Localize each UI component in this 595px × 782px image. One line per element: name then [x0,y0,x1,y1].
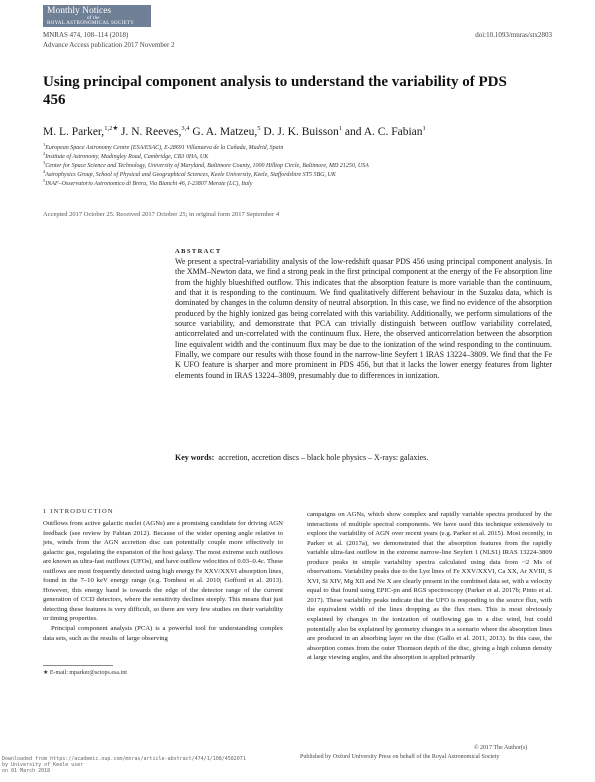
paragraph: campaigns on AGNs, which show complex and rapidly variable spectra produced by the interactions of multiple spectral components. We have used this technique extensively to explore the variability of AGN over recent years (e.g. Parker et al. 2015). Most recently, in Parker et al. (2017a), we demonstrated that the absorption features from the rapidly variable ultra-fast outflow in the extreme narrow-line Seyfert 1 (NLS1) IRAS 13224-3809 produce peaks in simple variability spectra calculated using data from ~2 Ms of observations. Variability peaks due to the Lyα lines of Fe XXV/XXVI, Ca XX, Ar XVIII, S XVI, Si XIV, Mg XII and Ne X are clearly present in the combined data set, with a velocity equal to that found using EPIC-pn and RGS spectroscopy (Parker et al. 2017b; Pinto et al. 2017). These variability peaks indicate that the UFO is responding to the source flux, with the equivalent width of the lines dropping as the flux rises. This is most obviously explained by changes in the ionization of outflowing gas in a disc wind, but could potentially also be explained by geometry changes in a scenario where the absorption lines are produced in an absorbing layer on the disc (Gallo et al. 2011, 2013). In this case, the absorption comes from the outer Thomson depth of the disc, giving a high column density at large viewing angles, and the absorption is applied primarily [307,511,552,662]
keywords-label: Key words: [175,453,215,462]
advance-access: Advance Access publication 2017 November 2 [43,41,175,49]
paragraph: Principal component analysis (PCA) is a powerful tool for understanding complex data sets, such as the results of large observing [43,625,283,642]
section-heading: 1 INTRODUCTION [43,508,114,515]
keywords [175,453,552,463]
download-line: by University of Keele user [2,762,84,768]
keywords-text: accretion, accretion discs – black hole physics – X-rays: galaxies. [218,453,429,462]
body-column-right [307,510,552,663]
author-list [43,122,563,139]
affiliation: $^2$Institute of Astronomy, Madingley Road, Cambridge, CB3 0HA, UK [43,151,209,160]
paper-title: Using principal component analysis to understand the variability of PDS 456 [43,74,507,108]
author: D. J. K. Buisson$^1$ [263,125,343,138]
body-column-left [43,519,283,643]
logo-line-3: ROYAL ASTRONOMICAL SOCIETY [47,21,135,26]
download-notice [2,756,246,774]
accepted-dates: Accepted 2017 October 25. Received 2017 October 25; in original form 2017 September 4 [43,211,280,218]
affiliation: $^4$Astrophysics Group, School of Physical and Geographical Sciences, Keele University, Keele, Staffordshire ST5 5BG, UK [43,169,336,178]
footnote-rule [43,665,113,666]
download-line: Downloaded from https://academic.oup.com/mnras/article-abstract/474/1/108/4582071 [2,756,246,762]
abstract-text: We present a spectral-variability analysis of the low-redshift quasar PDS 456 using principal component analysis. In the XMM–Newton data, we find a strong peak in the first principal component at the energy of the Fe absorption line from the highly blueshifted outflow. This indicates that the absorption feature is more variable than the continuum, and that it is responding to the continuum. We find qualitatively different behaviour in the Suzaku data, which is dominated by changes in the column density of neutral absorption. In this case, we find no evidence of the absorption produced by the highly ionized gas being correlated with this variability. Additionally, we perform simulations of the source variability, and demonstrate that PCA can trivially distinguish between outflow variability correlated, anticorrelated and un-correlated with the continuum flux. Here, the observed anticorrelation between the absorption line equivalent width and the continuum flux may be due to the ionization of the wind responding to the continuum. Finally, we compare our results with those found in the narrow-line Seyfert 1 IRAS 13224–3809. We find that the Fe K UFO feature is sharper and more prominent in PDS 456, but that it lacks the lower energy features from lighter elements found in IRAS 13224–3809, presumably due to differences in ionization. [175,257,552,380]
logo-line-2: of the [87,16,100,21]
publisher-line: Published by Oxford University Press on behalf of the Royal Astronomical Society [300,754,500,760]
author: G. A. Matzeu,$^5$ [192,125,261,138]
abstract-heading: ABSTRACT [175,248,222,255]
author: J. N. Reeves,$^{3,4}$ [121,125,190,138]
author: and A. C. Fabian$^1$ [344,125,426,138]
copyright: © 2017 The Author(s) [474,745,528,751]
affiliation: $^3$Center for Space Science and Technology, University of Maryland, Baltimore County, 1000 Hilltop Circle, Baltimore, MD 21250, USA [43,160,369,169]
affiliation: $^5$INAF–Osservatorio Astronomico di Brera, Via Bianchi 46, I-23807 Merate (LC), Italy [43,178,253,187]
paragraph: Outflows from active galactic nuclei (AGNs) are a promising candidate for driving AGN feedback (see review by Fabian 2012). Because of the wider opening angle relative to jets, winds from the AGN accretion disc can potentially couple more effectively to galactic gas, regulating the expansion of the host galaxy. The most extreme such outflows are known as ultra-fast outflows (UFOs), and have outflow velocities of 0.03–0.4c. These outflows are most frequently detected using high energy Fe XXV/XXVI absorption lines, found in the 7–10 keV energy range (e.g. Tombesi et al. 2010; Gofford et al. 2013). However, this energy band is towards the edge of the detector range of the current generation of CCD detectors, where the sensitivity declines steeply. This means that just detecting these features is very difficult, so there are very few studies on their variability or timing properties. [43,520,283,623]
author: M. L. Parker,$^{1,2★}$ [43,125,119,138]
logo-line-1: Monthly Notices [47,6,112,16]
journal-logo [43,5,151,27]
doi[interactable]: doi:10.1093/mnras/stx2803 [475,31,552,39]
footnote-email: ★ E-mail: mparker@sciops.esa.int [43,670,127,676]
affiliation: $^1$European Space Astronomy Centre (ESA/ESAC), E-28691 Villanueva de la Cañada, Madrid, Spain [43,142,284,151]
citation: MNRAS 474, 108–114 (2018) [43,31,129,39]
download-line: on 01 March 2018 [2,768,51,774]
